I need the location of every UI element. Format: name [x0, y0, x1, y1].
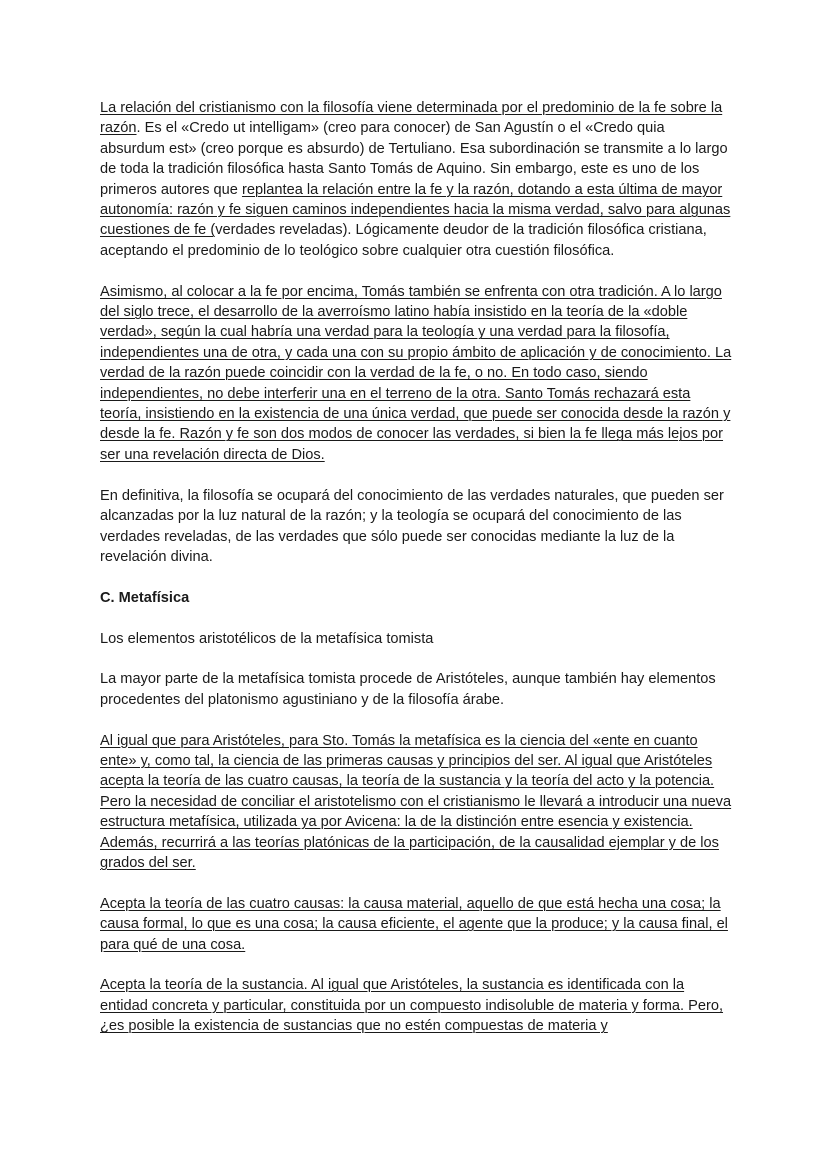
paragraph-text: . Es el «Credo ut intelligam» (creo para conocer) de San Agustín o el «Credo quia absurdum est» (creo porque es absurdo) de Tertuliano. Esa subordinación se transmite a lo largo de toda la tradición filosófica hasta Santo Tomás de Aquino. Sin embargo, este es uno de los primeros autores que: [100, 120, 728, 198]
paragraph-cuatro-causas: [100, 894, 732, 955]
underlined-text: La relación del cristianismo con la filosofía viene determinada por el predominio de la fe sobre la razón: [100, 100, 723, 137]
paragraph-text: verdades reveladas). Lógicamente deudor de la tradición filosófica cristiana, aceptando el predominio de lo teológico sobre cualquier otra cuestión filosófica.: [100, 222, 707, 259]
paragraph-sustancia: [100, 975, 732, 1036]
paragraph-definitiva: En definitiva, la filosofía se ocupará del conocimiento de las verdades naturales, que pueden ser alcanzadas por la luz natural de la razón; y la teología se ocupará del conocimiento de las verdades reveladas, de las verdades que sólo puede ser conocidas mediante la luz de la revelación divina.: [100, 487, 724, 565]
underlined-text: Asimismo, al colocar a la fe por encima, Tomás también se enfrenta con otra tradición. A lo largo del siglo trece, el desarrollo de la averroísmo latino había insistido en la teoría de la «doble verdad», según la cual habría una verdad para la teología y una verdad para la filosofía, independientes una de otra, y cada una con su propio ámbito de aplicación y de conocimiento. La verdad de la razón puede coincidir con la verdad de la fe, o no. En todo caso, siendo independientes, no debe interferir una en el terreno de la otra. Santo Tomás rechazará esta teoría, insistiendo en la existencia de una única verdad, que puede ser conocida desde la razón y desde la fe. Razón y fe son dos modos de conocer las verdades, si bien la fe llega más lejos por ser una revelación directa de Dios.: [100, 283, 732, 463]
underlined-text: Acepta la teoría de la sustancia. Al igual que Aristóteles, la sustancia es identificada con la entidad concreta y particular, constituida por un compuesto indisoluble de materia y forma. Pero, ¿es posible la existencia de sustancias que no estén compuestas de materia y: [100, 977, 724, 1035]
paragraph-fe-razon: [100, 98, 732, 261]
paragraph-metafisica-origen: La mayor parte de la metafísica tomista procede de Aristóteles, aunque también hay elementos procedentes del platonismo agustiniano y de la filosofía árabe.: [100, 671, 716, 708]
underlined-text: Al igual que para Aristóteles, para Sto. Tomás la metafísica es la ciencia del «ente en cuanto ente» y, como tal, la ciencia de las primeras causas y principios del ser. Al igual que Aristóteles acepta la teoría de las cuatro causas, la teoría de la sustancia y la teoría del acto y la potencia. Pero la necesidad de conciliar el aristotelismo con el cristianismo le llevará a introducir una nueva estructura metafísica, utilizada ya por Avicena: la de la distinción entre esencia y existencia. Además, recurrirá a las teorías platónicas de la participación, de la causalidad ejemplar y de los grados del ser.: [100, 732, 732, 871]
section-heading: C. Metafísica: [100, 589, 190, 606]
section-subheading: Los elementos aristotélicos de la metafísica tomista: [100, 630, 434, 647]
paragraph-ente: [100, 731, 732, 874]
underlined-text: Acepta la teoría de las cuatro causas: la causa material, aquello de que está hecha una cosa; la causa formal, lo que es una cosa; la causa eficiente, el agente que la produce; y la causa final, el para qué de una cosa.: [100, 895, 728, 953]
paragraph-doble-verdad: [100, 282, 732, 466]
underlined-text: replantea la relación entre la fe y la razón, dotando a esta última de mayor autonomía: razón y fe siguen caminos independientes hacia la misma verdad, salvo para algunas cuestiones de fe (: [100, 181, 731, 239]
document-page: [100, 98, 732, 1057]
